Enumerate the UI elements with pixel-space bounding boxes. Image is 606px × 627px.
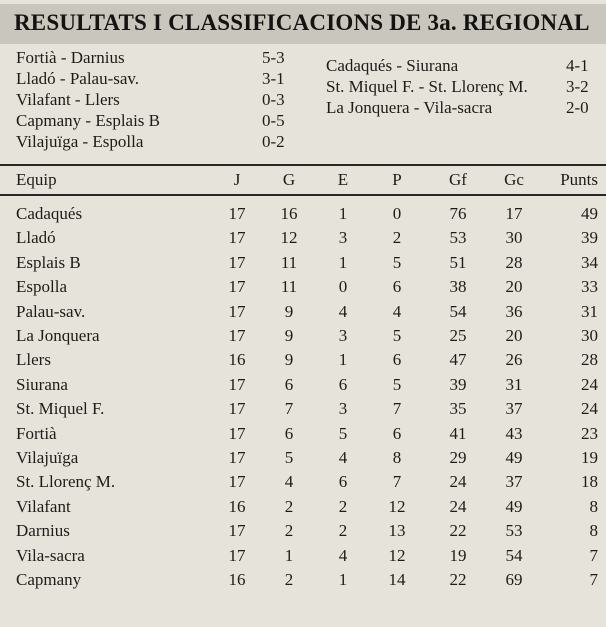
cell-goals-against: 49 [505,448,523,467]
result-score: 4-1 [566,56,589,75]
cell-won: 9 [284,326,294,345]
result-match: Cadaqués - Siurana [326,56,459,75]
result-match: St. Miquel F. - St. Llorenç M. [326,77,528,96]
cell-lost: 8 [392,448,402,467]
cell-points: 39 [581,228,598,248]
match-results [0,48,606,158]
result-score: 2-0 [566,98,589,117]
cell-goals-against: 20 [505,277,523,297]
cell-played: 17 [228,472,246,492]
cell-team: Esplais B [16,252,81,272]
cell-goals-for: 53 [449,228,467,248]
cell-played: 16 [228,570,246,589]
cell-lost: 4 [392,301,402,321]
cell-lost: 0 [392,204,402,223]
cell-goals-against: 26 [505,350,523,370]
cell-lost: 5 [392,326,402,345]
cell-played: 17 [228,326,246,345]
cell-won: 9 [284,301,294,321]
cell-won: 7 [284,399,294,419]
cell-goals-for: 19 [449,545,467,565]
cell-lost: 12 [388,545,406,565]
cell-points: 24 [581,374,598,394]
cell-won: 2 [284,521,294,541]
cell-team: Siurana [16,374,68,394]
cell-drawn: 0 [338,277,348,297]
cell-played: 17 [228,277,246,297]
cell-goals-for: 54 [449,301,467,321]
result-match: Capmany - Esplais B [16,111,161,130]
cell-played: 16 [228,496,246,516]
col-header-team: Equip [16,170,57,189]
cell-drawn: 2 [338,496,348,516]
cell-team: Vila-sacra [16,545,85,565]
col-header-points: Punts [560,170,598,189]
table-row [0,399,606,423]
table-row [0,472,606,496]
table-row [0,326,606,350]
col-header-won: G [282,170,296,189]
cell-goals-against: 37 [505,472,523,492]
cell-drawn: 5 [338,423,348,443]
result-score: 0-2 [262,132,285,151]
cell-drawn: 3 [338,399,348,419]
cell-drawn: 1 [338,252,348,272]
cell-team: Lladó [16,228,56,248]
col-header-goals-for: Gf [449,170,467,189]
cell-lost: 6 [392,277,402,297]
cell-team: St. Llorenç M. [16,472,116,492]
cell-drawn: 6 [338,472,348,492]
cell-goals-for: 22 [449,570,467,589]
cell-goals-for: 25 [449,326,467,345]
cell-played: 17 [228,545,246,565]
cell-team: Cadaqués [16,204,83,223]
cell-lost: 12 [388,496,406,516]
cell-played: 17 [228,252,246,272]
table-row [0,521,606,545]
cell-goals-against: 31 [505,374,523,394]
cell-team: Espolla [16,277,67,297]
cell-team: Vilafant [16,496,71,516]
table-row [0,253,606,277]
cell-team: Vilajuïga [16,448,79,467]
col-header-goals-against: Gc [504,170,524,189]
table-row [0,497,606,521]
divider-header [0,194,606,196]
table-row [0,570,606,594]
result-match: Lladó - Palau-sav. [16,69,140,88]
cell-lost: 7 [392,472,402,492]
cell-team: Palau-sav. [16,301,86,321]
cell-team: Darnius [16,521,70,541]
cell-goals-for: 22 [449,521,467,541]
cell-points: 7 [589,545,598,565]
cell-won: 5 [284,448,294,467]
divider-top [0,164,606,166]
cell-won: 16 [280,204,298,223]
cell-won: 2 [284,570,294,589]
cell-drawn: 6 [338,374,348,394]
result-score: 0-5 [262,111,285,130]
cell-played: 17 [228,423,246,443]
cell-played: 17 [228,228,246,248]
table-row [0,424,606,448]
cell-goals-for: 38 [449,277,467,297]
cell-team: Llers [16,350,51,370]
cell-lost: 6 [392,350,402,370]
table-row [0,228,606,252]
cell-drawn: 3 [338,326,348,345]
cell-goals-for: 51 [449,252,467,272]
cell-drawn: 2 [338,521,348,541]
cell-lost: 14 [388,570,406,589]
cell-points: 24 [581,399,598,419]
cell-played: 17 [228,448,246,467]
table-row [0,350,606,374]
cell-played: 16 [228,350,246,370]
cell-points: 49 [581,204,598,223]
col-header-lost: P [392,170,402,189]
result-score: 0-3 [262,90,285,109]
cell-points: 7 [589,570,598,589]
cell-points: 31 [581,301,598,321]
cell-won: 1 [284,545,294,565]
cell-goals-for: 76 [449,204,467,223]
cell-points: 18 [581,472,598,492]
result-score: 5-3 [262,48,285,67]
cell-team: Fortià [16,423,57,443]
cell-drawn: 1 [338,204,348,223]
cell-won: 11 [280,252,298,272]
col-header-played: J [233,170,241,189]
cell-points: 23 [581,423,598,443]
table-header [0,168,606,192]
cell-goals-against: 69 [505,570,523,589]
cell-points: 19 [581,448,598,467]
page-title: RESULTATS I CLASSIFICACIONS DE 3a. REGIONAL [14,10,590,35]
cell-drawn: 1 [338,350,348,370]
col-header-drawn: E [337,170,349,189]
cell-team: Capmany [16,570,82,589]
table-row [0,277,606,301]
cell-points: 8 [589,496,598,516]
title-bar [0,4,606,44]
cell-goals-for: 29 [449,448,467,467]
cell-played: 17 [228,399,246,419]
cell-goals-against: 17 [505,204,523,223]
cell-won: 6 [284,374,294,394]
cell-goals-for: 24 [449,496,467,516]
cell-won: 6 [284,423,294,443]
cell-won: 4 [284,472,294,492]
result-match: La Jonquera - Vila-sacra [326,98,493,117]
cell-won: 11 [280,277,298,297]
cell-goals-against: 54 [505,545,523,565]
cell-goals-against: 49 [505,496,523,516]
cell-drawn: 4 [338,545,348,565]
cell-played: 17 [228,204,246,223]
cell-team: La Jonquera [16,326,100,345]
cell-drawn: 4 [338,448,348,467]
cell-goals-for: 47 [449,350,467,370]
cell-goals-against: 28 [505,252,523,272]
cell-lost: 5 [392,374,402,394]
cell-goals-for: 24 [449,472,467,492]
cell-won: 12 [280,228,298,248]
result-match: Vilafant - Llers [16,90,120,109]
table-row [0,302,606,326]
cell-played: 17 [228,301,246,321]
cell-goals-for: 41 [449,423,467,443]
result-score: 3-2 [566,77,589,96]
cell-goals-for: 35 [449,399,467,419]
cell-goals-against: 20 [505,326,523,345]
cell-goals-against: 53 [505,521,523,541]
cell-goals-for: 39 [449,374,467,394]
cell-drawn: 3 [338,228,348,248]
cell-drawn: 1 [338,570,348,589]
cell-points: 8 [589,521,598,541]
table-row [0,204,606,228]
cell-lost: 2 [392,228,402,248]
cell-played: 17 [228,374,246,394]
table-row [0,375,606,399]
cell-points: 28 [581,350,598,370]
cell-won: 2 [284,496,294,516]
table-row [0,546,606,570]
result-match: Fortià - Darnius [16,48,125,67]
cell-goals-against: 43 [505,423,523,443]
cell-lost: 5 [392,252,402,272]
result-score: 3-1 [262,69,285,88]
cell-team: St. Miquel F. [16,399,105,419]
cell-lost: 13 [388,521,406,541]
cell-points: 33 [581,277,598,297]
cell-goals-against: 37 [505,399,523,419]
cell-goals-against: 36 [505,301,523,321]
cell-played: 17 [228,521,246,541]
cell-points: 34 [581,252,598,272]
cell-drawn: 4 [338,301,348,321]
cell-points: 30 [581,326,598,345]
cell-lost: 6 [392,423,402,443]
cell-lost: 7 [392,399,402,419]
result-match: Vilajuïga - Espolla [16,132,144,151]
table-row [0,448,606,472]
cell-won: 9 [284,350,294,370]
cell-goals-against: 30 [505,228,523,248]
